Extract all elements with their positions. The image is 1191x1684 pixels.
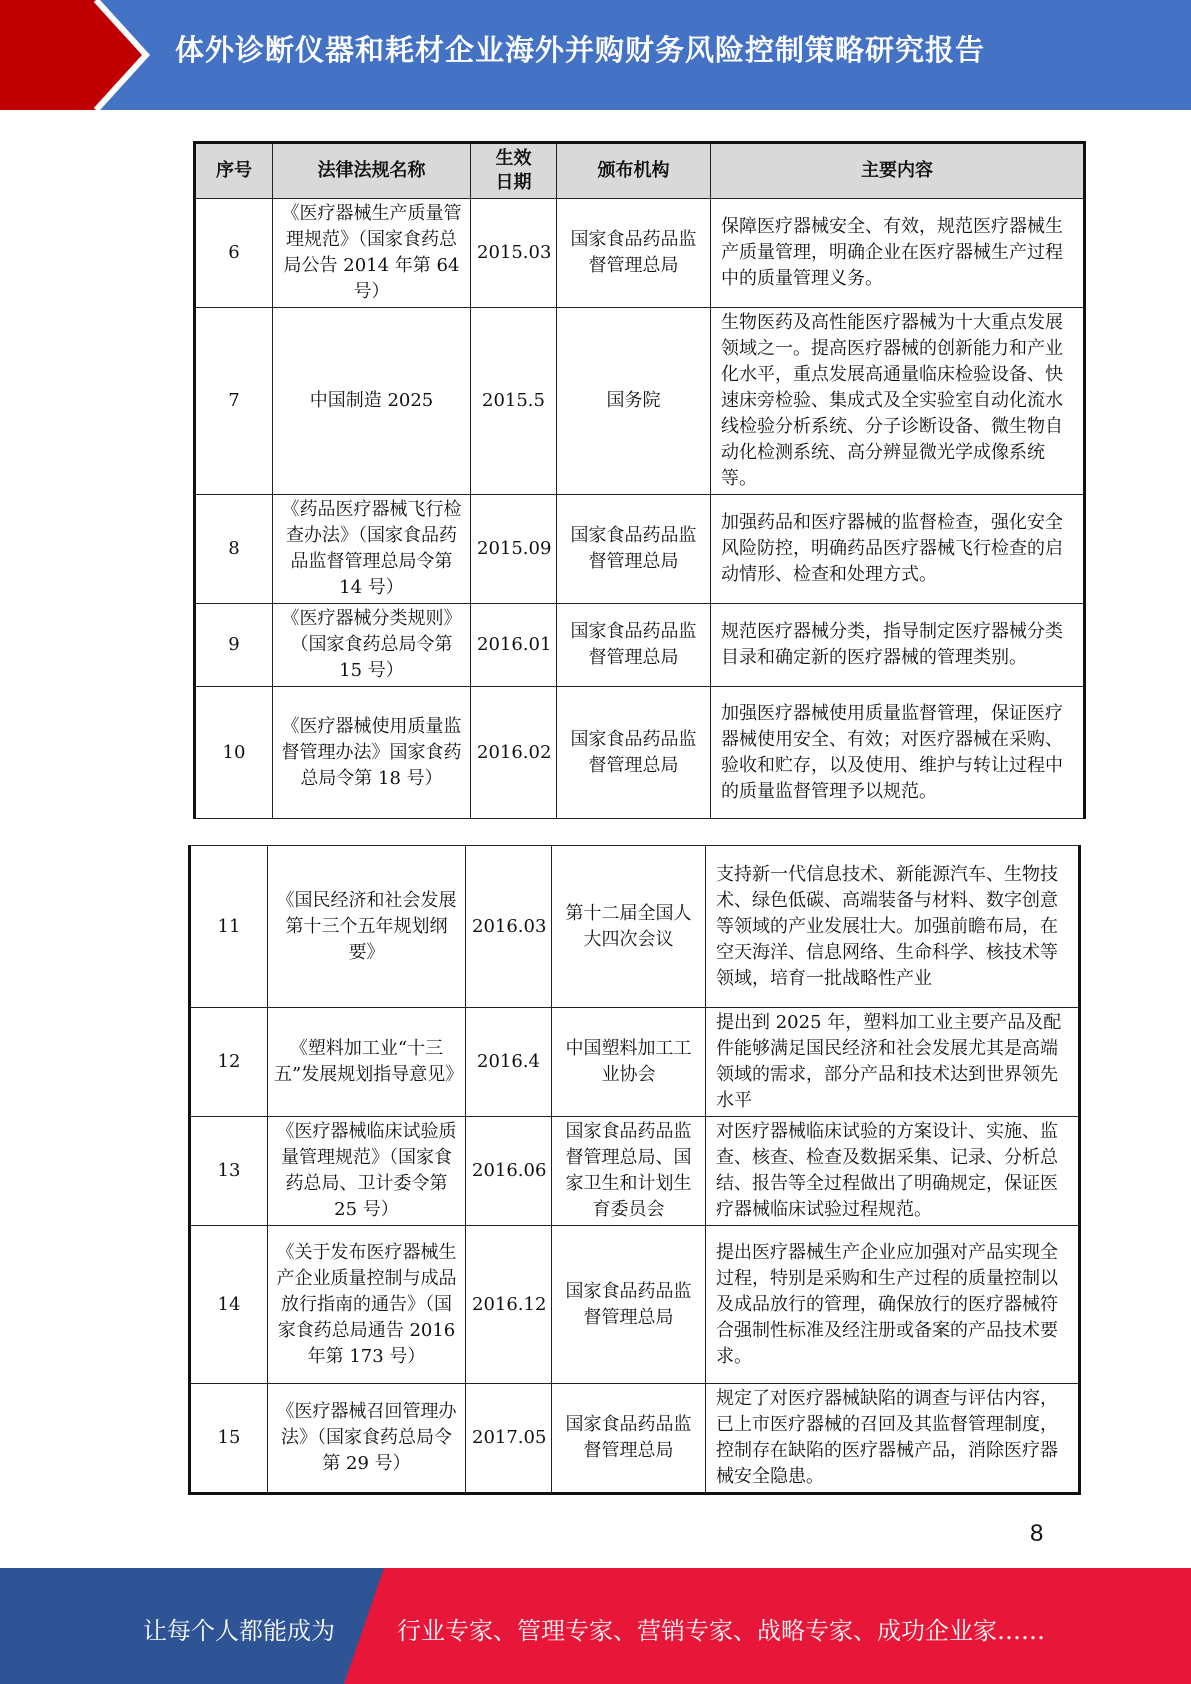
cell-name: 《塑料加工业“十三五”发展规划指导意见》 [268, 1008, 466, 1117]
page-header [0, 0, 1191, 110]
cell-date: 2015.5 [471, 308, 557, 495]
cell-no: 14 [190, 1226, 268, 1384]
cell-content: 保障医疗器械安全、有效，规范医疗器械生产质量管理，明确企业在医疗器械生产过程中的质量管理义务。 [711, 199, 1085, 308]
cell-no: 15 [190, 1384, 268, 1494]
cell-agency: 国务院 [557, 308, 711, 495]
cell-content: 对医疗器械临床试验的方案设计、实施、监查、核查、检查及数据采集、记录、分析总结、报告等全过程做出了明确规定，保证医疗器械临床试验过程规范。 [706, 1117, 1080, 1226]
table-row [190, 1226, 1080, 1384]
cell-agency: 国家食品药品监督管理总局、国家卫生和计划生育委员会 [552, 1117, 706, 1226]
cell-no: 9 [195, 604, 273, 687]
header-date: 生效 日期 [471, 143, 557, 199]
cell-content: 生物医药及高性能医疗器械为十大重点发展领域之一。提高医疗器械的创新能力和产业化水平，重点发展高通量临床检验设备、快速床旁检验、集成式及全实验室自动化流水线检验分析系统、分子诊断设备、微生物自动化检测系统、高分辨显微光学成像系统等。 [711, 308, 1085, 495]
cell-date: 2016.06 [466, 1117, 552, 1226]
cell-name: 《医疗器械分类规则》（国家食药总局令第 15 号） [273, 604, 471, 687]
header-content: 主要内容 [711, 143, 1085, 199]
cell-content: 规定了对医疗器械缺陷的调查与评估内容，已上市医疗器械的召回及其监督管理制度，控制存在缺陷的医疗器械产品，消除医疗器械安全隐患。 [706, 1384, 1080, 1494]
regulations-table-part1 [193, 141, 1086, 819]
page-title: 体外诊断仪器和耗材企业海外并购财务风险控制策略研究报告 [175, 33, 986, 67]
cell-date: 2015.09 [471, 495, 557, 604]
cell-date: 2016.01 [471, 604, 557, 687]
cell-name: 《医疗器械使用质量监督管理办法》国家食药总局令第 18 号） [273, 687, 471, 819]
cell-no: 7 [195, 308, 273, 495]
cell-agency: 国家食品药品监督管理总局 [557, 604, 711, 687]
header-agency: 颁布机构 [557, 143, 711, 199]
table-row [195, 604, 1085, 687]
cell-name: 中国制造 2025 [273, 308, 471, 495]
cell-content: 提出医疗器械生产企业应加强对产品实现全过程，特别是采购和生产过程的质量控制以及成品放行的管理，确保放行的医疗器械符合强制性标准及经注册或备案的产品技术要求。 [706, 1226, 1080, 1384]
table-row [195, 199, 1085, 308]
cell-name: 《国民经济和社会发展第十三个五年规划纲要》 [268, 846, 466, 1008]
footer-roles: 行业专家、管理专家、营销专家、战略专家、成功企业家…… [397, 1617, 1045, 1645]
cell-no: 8 [195, 495, 273, 604]
cell-name: 《关于发布医疗器械生产企业质量控制与成品放行指南的通告》（国家食药总局通告 2016 年第 173 号） [268, 1226, 466, 1384]
cell-agency: 国家食品药品监督管理总局 [552, 1384, 706, 1494]
cell-agency: 国家食品药品监督管理总局 [557, 495, 711, 604]
cell-date: 2016.03 [466, 846, 552, 1008]
cell-agency: 国家食品药品监督管理总局 [552, 1226, 706, 1384]
table-row [195, 687, 1085, 819]
regulations-table-part2 [188, 845, 1081, 1495]
table-row [190, 1008, 1080, 1117]
cell-date: 2016.02 [471, 687, 557, 819]
table-row [190, 846, 1080, 1008]
table-row [190, 1384, 1080, 1494]
cell-agency: 国家食品药品监督管理总局 [557, 199, 711, 308]
table-row [190, 1117, 1080, 1226]
cell-name: 《医疗器械生产质量管理规范》（国家食药总局公告 2014 年第 64 号） [273, 199, 471, 308]
cell-date: 2015.03 [471, 199, 557, 308]
cell-name: 《医疗器械临床试验质量管理规范》（国家食药总局、卫计委令第 25 号） [268, 1117, 466, 1226]
cell-name: 《医疗器械召回管理办法》（国家食药总局令第 29 号） [268, 1384, 466, 1494]
cell-content: 支持新一代信息技术、新能源汽车、生物技术、绿色低碳、高端装备与材料、数字创意等领域的产业发展壮大。加强前瞻布局，在空天海洋、信息网络、生命科学、核技术等领域，培育一批战略性产业 [706, 846, 1080, 1008]
page-footer [0, 1568, 1191, 1684]
cell-agency: 第十二届全国人大四次会议 [552, 846, 706, 1008]
cell-name: 《药品医疗器械飞行检查办法》（国家食品药品监督管理总局令第 14 号） [273, 495, 471, 604]
cell-date: 2016.4 [466, 1008, 552, 1117]
cell-content: 提出到 2025 年，塑料加工业主要产品及配件能够满足国民经济和社会发展尤其是高端领域的需求，部分产品和技术达到世界领先水平 [706, 1008, 1080, 1117]
footer-slogan: 让每个人都能成为 [143, 1617, 335, 1645]
cell-date: 2017.05 [466, 1384, 552, 1494]
cell-no: 11 [190, 846, 268, 1008]
header-no: 序号 [195, 143, 273, 199]
page-number: 8 [1030, 1520, 1044, 1547]
table-row [195, 308, 1085, 495]
cell-no: 10 [195, 687, 273, 819]
cell-agency: 国家食品药品监督管理总局 [557, 687, 711, 819]
header-name: 法律法规名称 [273, 143, 471, 199]
cell-no: 13 [190, 1117, 268, 1226]
cell-content: 加强药品和医疗器械的监督检查，强化安全风险防控，明确药品医疗器械飞行检查的启动情形、检查和处理方式。 [711, 495, 1085, 604]
cell-content: 规范医疗器械分类，指导制定医疗器械分类目录和确定新的医疗器械的管理类别。 [711, 604, 1085, 687]
table-row [195, 495, 1085, 604]
cell-agency: 中国塑料加工工业协会 [552, 1008, 706, 1117]
table-header-row [195, 143, 1085, 199]
cell-no: 6 [195, 199, 273, 308]
cell-date: 2016.12 [466, 1226, 552, 1384]
cell-content: 加强医疗器械使用质量监督管理，保证医疗器械使用安全、有效；对医疗器械在采购、验收和贮存，以及使用、维护与转让过程中的质量监督管理予以规范。 [711, 687, 1085, 819]
cell-no: 12 [190, 1008, 268, 1117]
